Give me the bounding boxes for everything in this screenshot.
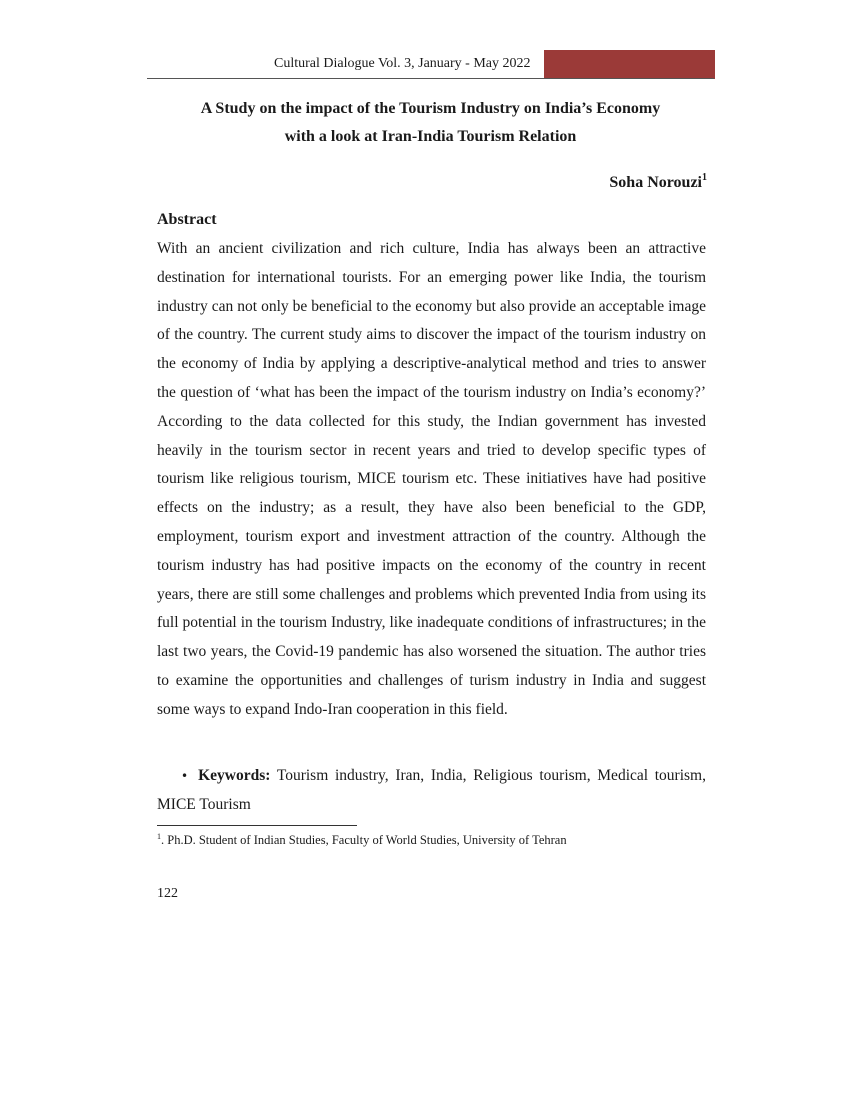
keywords-text: Tourism industry, Iran, India, Religious tourism, Medical tourism, MICE Tourism	[157, 767, 706, 813]
author-name	[609, 174, 707, 192]
author-name-text: Soha Norouzi	[609, 174, 702, 191]
paper-title-line-2: with a look at Iran-India Tourism Relation	[284, 128, 577, 145]
bullet-icon: •	[181, 769, 189, 783]
abstract-heading: Abstract	[157, 211, 217, 228]
footnote-rule	[157, 825, 357, 826]
footnote-mark: 1	[157, 832, 161, 841]
author-footnote-mark: 1	[702, 172, 707, 183]
keywords-line	[157, 762, 706, 820]
running-header: Cultural Dialogue Vol. 3, January - May 2022	[274, 56, 531, 71]
abstract-body: With an ancient civilization and rich culture, India has always been an attractive destination for international tourists. For an emerging power like India, the tourism industry can not only be beneficial to the economy but also provide an acceptable image of the country. The current study aims to discover the impact of the tourism industry on the economy of India by applying a descriptive-analytical method and tries to answer the question of ‘what has been the impact of the tourism industry on India’s economy?’ According to the data collected for this study, the Indian government has invested heavily in the tourism sector in recent years and tried to develop specific types of tourism like religious tourism, MICE tourism etc. These initiatives have had positive effects on the industry; as a result, they have also been beneficial to the GDP, employment, tourism export and investment attraction of the country. Although the tourism industry has had positive impacts on the economy of the country in recent years, there are still some challenges and problems which prevented India from using its full potential in the tourism Industry, like inadequate conditions of infrastructures; in the last two years, the Covid-19 pandemic has also worsened the situation. The author tries to examine the opportunities and challenges of turism industry in India and suggest some ways to expand Indo-Iran cooperation in this field.	[157, 240, 706, 718]
footnote	[157, 833, 567, 848]
paper-title-line-1: A Study on the impact of the Tourism Industry on India’s Economy	[200, 100, 661, 117]
footnote-text: . Ph.D. Student of Indian Studies, Faculty of World Studies, University of Tehran	[161, 833, 567, 847]
header-color-band	[544, 50, 715, 79]
keywords-label: Keywords:	[198, 767, 271, 784]
page-number: 122	[157, 886, 178, 901]
header-rule	[147, 78, 714, 79]
